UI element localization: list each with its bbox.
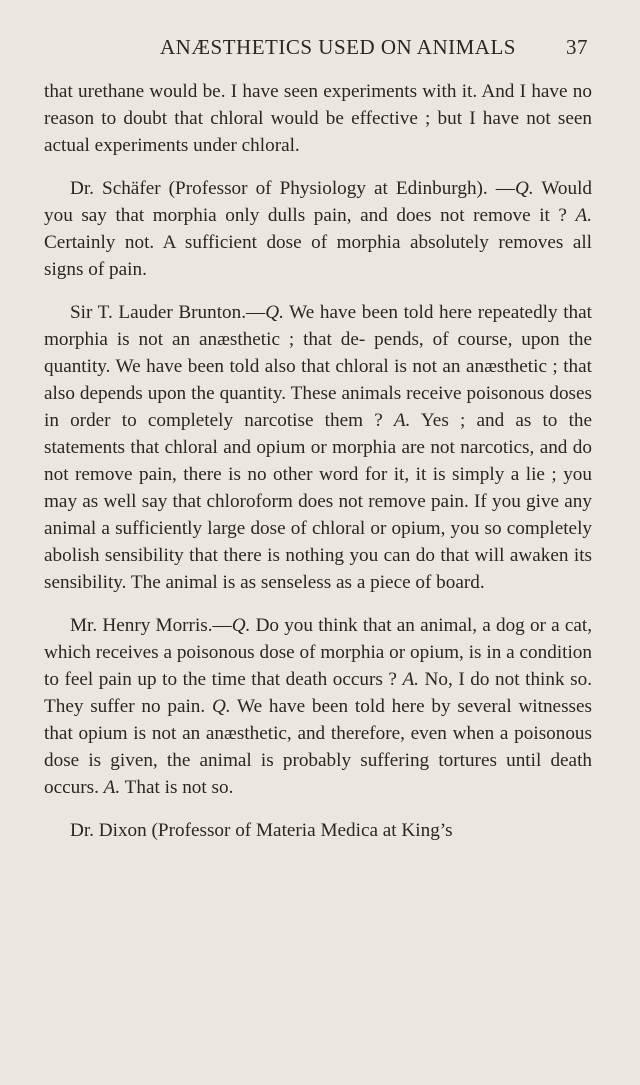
paragraph — [44, 299, 592, 596]
speaker-marker: Q. — [211, 696, 231, 717]
paragraph — [44, 175, 592, 283]
text-segment: We have been told here by several witnesses that opium is not an anæsthetic, and therefore, even when a poisonous dose is given, the animal is probably suffering tortures until death occurs. — [44, 696, 592, 798]
running-head — [44, 30, 592, 64]
paragraph — [44, 817, 592, 844]
speaker-marker: A. — [402, 669, 419, 690]
speaker-marker: Q. — [231, 615, 251, 636]
text-segment: Mr. Henry Morris.— — [70, 615, 232, 636]
running-head-title: ANÆSTHETICS USED ON ANIMALS — [160, 35, 516, 59]
text-segment: We have been told here repeatedly that morphia is not an anæsthetic ; that de- pends, of course, upon the quantity. We have been told also that chloral is not an anæsthetic ; that also depends upon the quantity. These animals receive poisonous doses in order to completely narcotise them ? — [44, 302, 592, 431]
speaker-marker: Q. — [265, 302, 284, 323]
speaker-marker: A. — [393, 410, 411, 431]
paragraph — [44, 612, 592, 801]
text-segment: Do you think that an animal, a dog or a cat, which receives a poisonous dose of morphia or opium, is in a condition to feel pain up to the time that death occurs ? — [44, 615, 592, 690]
speaker-marker: A. — [103, 777, 121, 798]
speaker-marker: A. — [575, 205, 592, 226]
paragraph — [44, 78, 592, 159]
text-segment: Certainly not. A sufficient dose of morphia absolutely removes all signs of pain. — [44, 232, 592, 280]
text-segment: Yes ; and as to the statements that chloral and opium or morphia are not narcotics, and do not remove pain, there is no other word for it, it is simply a lie ; you may as well say that chloroform does not remove pain. If you give any animal a sufficiently large dose of chloral or opium, you so completely abolish sensibility that there is nothing you can do that will awaken its sensibility. The animal is as senseless as a piece of board. — [44, 410, 593, 593]
page-number: 37 — [566, 35, 588, 59]
text-segment: Sir T. Lauder Brunton.— — [70, 302, 266, 323]
text-segment: That is not so. — [120, 777, 234, 798]
body-text — [44, 78, 592, 844]
text-segment: Would you say that morphia only dulls pain, and does not remove it ? — [44, 178, 593, 226]
text-segment: Dr. Schäfer (Professor of Physiology at Edinburgh). — — [70, 178, 515, 199]
speaker-marker: Q. — [514, 178, 534, 199]
text-segment: No, I do not think so. They suffer no pain. — [44, 669, 592, 717]
text-segment: Dr. Dixon (Professor of Materia Medica at King’s — [70, 820, 453, 841]
text-segment: that urethane would be. I have seen experiments with it. And I have no reason to doubt that chloral would be effective ; but I have not seen actual experiments under chloral. — [44, 81, 592, 156]
